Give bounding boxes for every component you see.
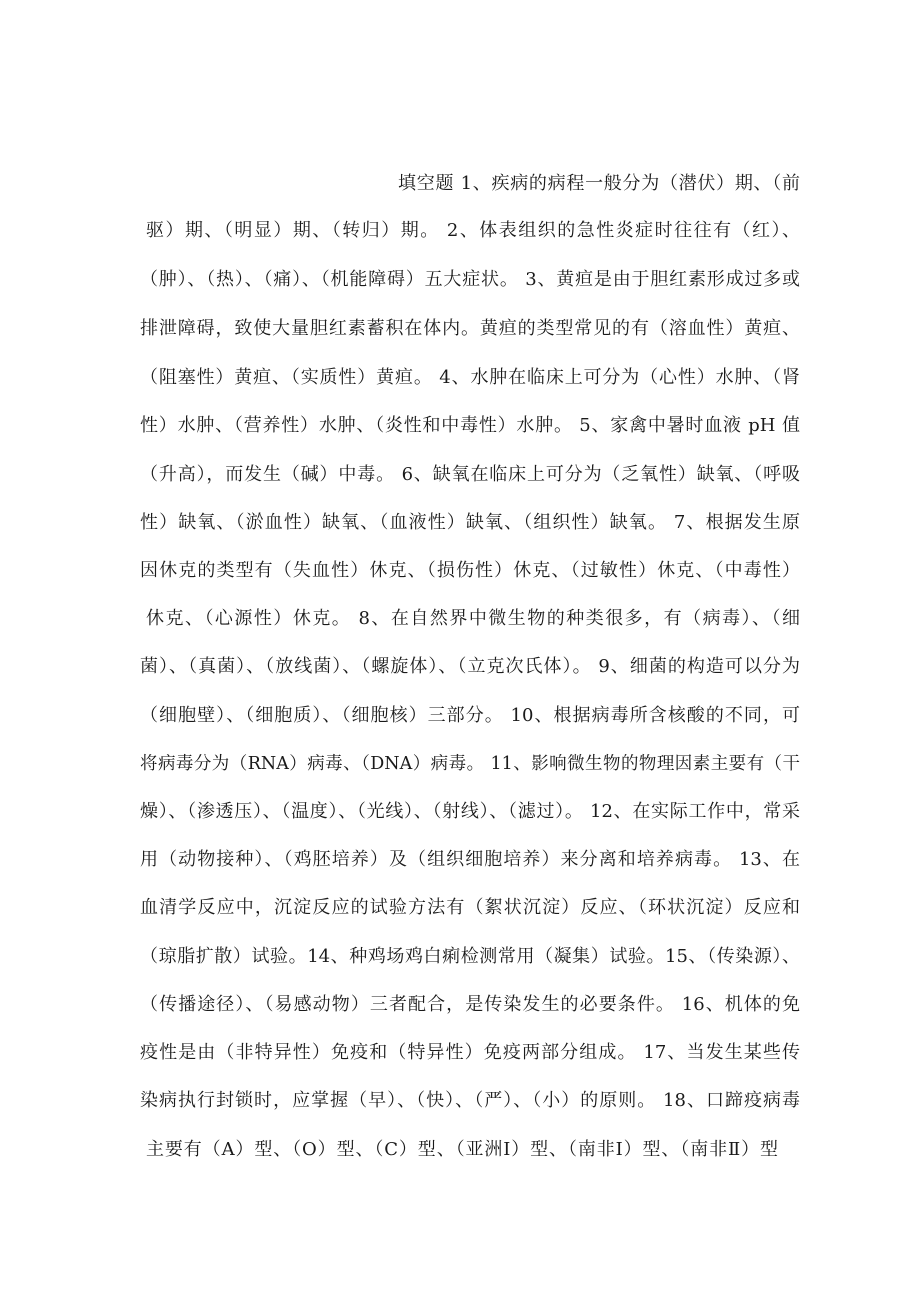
text-line: 因休克的类型有（失血性）休克、（损伤性）休克、（过敏性）休克、（中毒性） — [140, 560, 800, 581]
text-line: 填空题 1、疾病的病程一般分为（潜伏）期、（前 — [398, 173, 800, 194]
text-line: （升高），而发生（碱）中毒。 6、缺氧在临床上可分为（乏氧性）缺氧、（呼吸 — [140, 464, 800, 485]
text-line: 性）缺氧、（淤血性）缺氧、（血液性）缺氧、（组织性）缺氧。 7、根据发生原 — [140, 512, 800, 533]
text-line: （琼脂扩散）试验。14、种鸡场鸡白痢检测常用（凝集）试验。15、（传染源）、 — [140, 946, 800, 967]
text-line: 将病毒分为（RNA）病毒、（DNA）病毒。 11、影响微生物的物理因素主要有（干 — [140, 754, 800, 774]
text-line: （传播途径）、（易感动物）三者配合，是传染发生的必要条件。 16、机体的免 — [140, 994, 800, 1015]
text-line: （肿）、（热）、（痛）、（机能障碍）五大症状。 3、黄疸是由于胆红素形成过多或 — [140, 269, 800, 290]
text-line: 燥）、（渗透压）、（温度）、（光线）、（射线）、（滤过）。 12、在实际工作中，常采 — [140, 801, 800, 822]
text-line: 菌）、（真菌）、（放线菌）、（螺旋体）、（立克次氏体）。 9、细菌的构造可以分为 — [140, 656, 800, 677]
text-line: 主要有（A）型、（O）型、（C）型、（亚洲Ⅰ）型、（南非Ⅰ）型、（南非Ⅱ）型 — [146, 1139, 778, 1160]
text-line: 性）水肿、（营养性）水肿、（炎性和中毒性）水肿。 5、家禽中暑时血液 pH 值 — [140, 415, 800, 436]
text-line: 排泄障碍，致使大量胆红素蓄积在体内。黄疸的类型常见的有（溶血性）黄疸、 — [140, 318, 800, 339]
text-line: （细胞壁）、（细胞质）、（细胞核）三部分。 10、根据病毒所含核酸的不同，可 — [140, 705, 800, 726]
text-line: （阻塞性）黄疸、（实质性）黄疸。 4、水肿在临床上可分为（心性）水肿、（肾 — [140, 367, 800, 388]
text-line: 休克、（心源性）休克。 8、在自然界中微生物的种类很多，有（病毒）、（细 — [146, 608, 800, 629]
text-line: 染病执行封锁时，应掌握（早）、（快）、（严）、（小）的原则。 18、口蹄疫病毒 — [140, 1090, 800, 1111]
text-line: 疫性是由（非特异性）免疫和（特异性）免疫两部分组成。 17、当发生某些传 — [140, 1042, 800, 1063]
text-line: 驱）期、（明显）期、（转归）期。 2、体表组织的急性炎症时往往有（红）、 — [146, 220, 800, 241]
text-line: 用（动物接种）、（鸡胚培养）及（组织细胞培养）来分离和培养病毒。 13、在 — [140, 849, 800, 870]
text-line: 血清学反应中，沉淀反应的试验方法有（絮状沉淀）反应、（环状沉淀）反应和 — [140, 897, 800, 918]
